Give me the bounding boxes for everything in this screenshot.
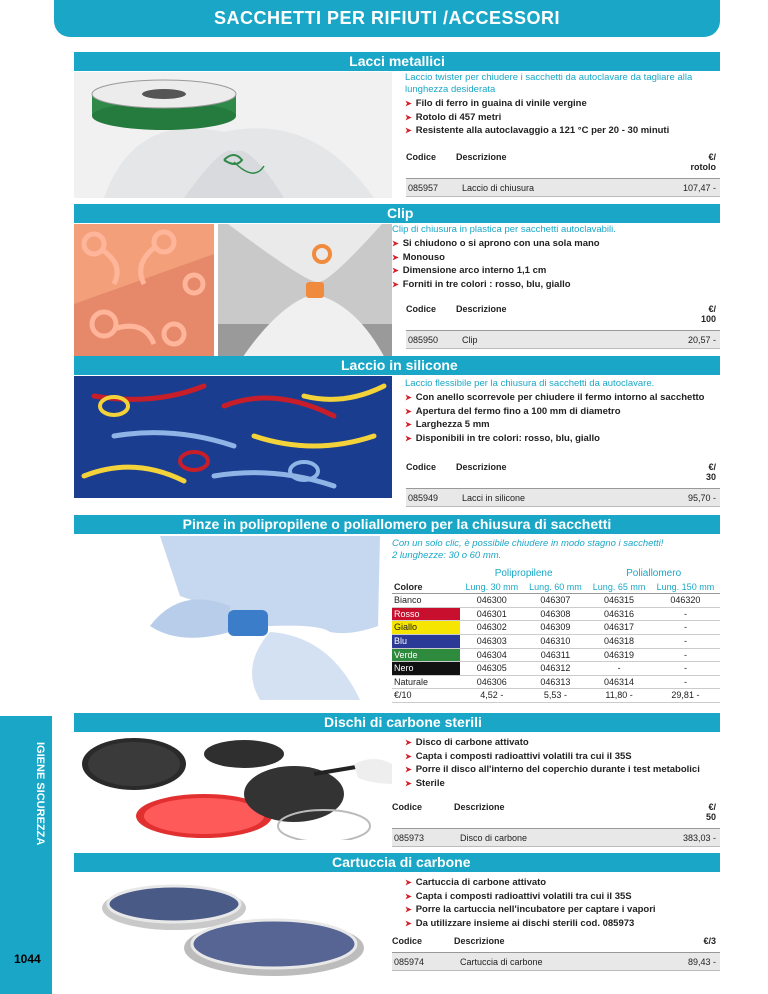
variant-code: 046314 (587, 675, 651, 689)
feature-item: ➤ Capta i composti radioattivi volatili tra cui il 35S (405, 750, 720, 764)
variant-code: 11,80 - (587, 689, 651, 703)
col-header-colore: Colore (392, 581, 460, 594)
col-header-description: Descrizione (456, 460, 636, 489)
variant-code: - (587, 662, 651, 676)
variant-code: 046308 (524, 607, 588, 621)
section-title: Cartuccia di carbone (332, 854, 471, 870)
product-description: Laccio di chiusura (456, 179, 635, 197)
table-row (392, 607, 720, 621)
table-row (392, 634, 720, 648)
feature-item: ➤ Apertura del fermo fino a 100 mm di diametro (405, 405, 720, 419)
variant-code: - (651, 662, 720, 676)
feature-item: ➤ Dimensione arco interno 1,1 cm (392, 264, 720, 278)
order-table (406, 302, 720, 349)
variant-code: 046305 (460, 662, 524, 676)
col-header-code: Codice (406, 460, 456, 489)
variant-code: 046319 (587, 648, 651, 662)
product-code: 085974 (392, 953, 454, 971)
table-header-row (406, 302, 720, 331)
product-image-lacci-metallici (74, 72, 392, 198)
product-description: Lacci in silicone (456, 489, 636, 507)
variant-code: 046309 (524, 621, 588, 635)
section-header-lacci-metallici (74, 52, 720, 71)
feature-list (405, 391, 720, 445)
col-header-price: €/ 30 (636, 460, 720, 489)
color-label: Blu (392, 634, 460, 648)
col-header-length: Lung. 150 mm (651, 581, 720, 594)
variant-code: 046315 (587, 594, 651, 608)
color-label: Rosso (392, 607, 460, 621)
variant-code: 046311 (524, 648, 588, 662)
product-description: Clip (456, 331, 618, 349)
variant-code: - (651, 675, 720, 689)
color-label: €/10 (392, 689, 460, 703)
col-header-description: Descrizione (456, 302, 618, 331)
feature-item: ➤ Porre la cartuccia nell'incubatore per captare i vapori (405, 903, 720, 917)
section-header-dischi (74, 713, 720, 732)
product-price: 383,03 - (631, 829, 721, 847)
col-header-description: Descrizione (454, 934, 649, 953)
color-label: Bianco (392, 594, 460, 608)
feature-item: ➤ Porre il disco all'interno del coperchio durante i test metabolici (405, 763, 720, 777)
feature-item: ➤ Disco di carbone attivato (405, 736, 720, 750)
product-price: 95,70 - (636, 489, 720, 507)
table-row (392, 829, 720, 847)
variant-code: 046306 (460, 675, 524, 689)
table-header-row (406, 150, 720, 179)
page-number: 1044 (14, 952, 41, 966)
section-header-pinze (74, 515, 720, 534)
section-header-laccio-silicone (74, 356, 720, 375)
variant-code: 046303 (460, 634, 524, 648)
section-title: Laccio in silicone (341, 357, 458, 373)
feature-item: ➤ Capta i composti radioattivi volatili tra cui il 35S (405, 890, 720, 904)
product-image-dischi (74, 734, 392, 840)
variants-table (392, 568, 720, 703)
table-row (406, 179, 720, 197)
feature-item: ➤ Resistente alla autoclavaggio a 121 °C per 20 - 30 minuti (405, 124, 720, 138)
table-header-row (392, 581, 720, 594)
product-price: 89,43 - (649, 953, 720, 971)
group-header-polipropilene: Polipropilene (494, 568, 553, 579)
variant-code: - (651, 607, 720, 621)
variant-code: 046302 (460, 621, 524, 635)
table-row (392, 648, 720, 662)
section-title: Dischi di carbone sterili (324, 714, 482, 730)
variant-code: - (651, 634, 720, 648)
variant-code: - (651, 648, 720, 662)
feature-item: ➤ Rotolo di 457 metri (405, 111, 720, 125)
page-title: SACCHETTI PER RIFIUTI /ACCESSORI (213, 8, 561, 28)
variant-code: 5,53 - (524, 689, 588, 703)
table-row (392, 594, 720, 608)
feature-item: ➤ Sterile (405, 777, 720, 791)
variant-code: 4,52 - (460, 689, 524, 703)
table-row (392, 621, 720, 635)
feature-list (392, 237, 720, 291)
col-header-price: €/ 100 (618, 302, 720, 331)
product-description: Disco di carbone (454, 829, 631, 847)
section-title: Pinze in polipropilene o poliallomero per la chiusura di sacchetti (182, 516, 612, 532)
feature-list (405, 97, 720, 138)
table-group-row (392, 568, 720, 581)
description-line: 2 lunghezze: 30 o 60 mm. (392, 550, 502, 561)
feature-list (405, 876, 720, 930)
product-image-laccio-silicone (74, 376, 392, 498)
variant-code: - (651, 621, 720, 635)
product-image-clip-bag (218, 224, 392, 364)
table-header-row (392, 934, 720, 953)
variant-code: 046316 (587, 607, 651, 621)
section-header-clip (74, 204, 720, 223)
side-category-label: IGIENE SICUREZZA (34, 742, 46, 846)
section-header-cartuccia (74, 853, 720, 872)
product-code: 085957 (406, 179, 456, 197)
table-row (392, 675, 720, 689)
variant-code: 046300 (460, 594, 524, 608)
order-table (392, 800, 720, 847)
table-row (392, 662, 720, 676)
section-description: Laccio twister per chiudere i sacchetti da autoclavare da tagliare alla lunghezza desiderata (405, 72, 693, 95)
feature-item: ➤ Forniti in tre colori : rosso, blu, giallo (392, 278, 720, 292)
col-header-length: Lung. 30 mm (460, 581, 524, 594)
col-header-price: €/ 50 (631, 800, 721, 829)
table-header-row (392, 800, 720, 829)
order-table (406, 460, 720, 507)
order-table (406, 150, 720, 197)
section-description (392, 538, 720, 562)
color-label: Nero (392, 662, 460, 676)
variant-code: 046312 (524, 662, 588, 676)
product-image-pinze (120, 536, 392, 700)
col-header-description: Descrizione (454, 800, 631, 829)
feature-item: ➤ Da utilizzare insieme ai dischi sterili cod. 085973 (405, 917, 720, 931)
col-header-length: Lung. 65 mm (587, 581, 651, 594)
col-header-code: Codice (406, 302, 456, 331)
table-row (406, 489, 720, 507)
color-label: Naturale (392, 675, 460, 689)
product-price: 20,57 - (618, 331, 720, 349)
description-line: Con un solo clic, è possibile chiudere in modo stagno i sacchetti! (392, 538, 664, 549)
product-description: Cartuccia di carbone (454, 953, 649, 971)
variant-code: 046317 (587, 621, 651, 635)
table-row (392, 953, 720, 971)
variant-code: 046320 (651, 594, 720, 608)
section-title: Lacci metallici (349, 53, 445, 69)
feature-item: ➤ Disponibili in tre colori: rosso, blu, giallo (405, 432, 720, 446)
variant-code: 29,81 - (651, 689, 720, 703)
color-label: Verde (392, 648, 460, 662)
col-header-code: Codice (406, 150, 456, 179)
product-price: 107,47 - (635, 179, 720, 197)
page-header-banner (54, 0, 720, 37)
section-title: Clip (387, 205, 414, 221)
feature-item: ➤ Filo di ferro in guaina di vinile vergine (405, 97, 720, 111)
col-header-code: Codice (392, 934, 454, 953)
variant-code: 046304 (460, 648, 524, 662)
section-description: Laccio flessibile per la chiusura di sacchetti da autoclavare. (405, 378, 655, 389)
feature-item: ➤ Cartuccia di carbone attivato (405, 876, 720, 890)
table-header-row (406, 460, 720, 489)
product-code: 085973 (392, 829, 454, 847)
col-header-code: Codice (392, 800, 454, 829)
col-header-description: Descrizione (456, 150, 635, 179)
color-label: Giallo (392, 621, 460, 635)
col-header-price: €/3 (649, 934, 720, 953)
variant-code: 046318 (587, 634, 651, 648)
feature-item: ➤ Larghezza 5 mm (405, 418, 720, 432)
variant-code: 046310 (524, 634, 588, 648)
table-row (406, 331, 720, 349)
feature-item: ➤ Si chiudono o si aprono con una sola mano (392, 237, 720, 251)
feature-list (405, 736, 720, 790)
order-table (392, 934, 720, 971)
product-code: 085950 (406, 331, 456, 349)
variant-code: 046301 (460, 607, 524, 621)
table-row (392, 689, 720, 703)
variant-code: 046307 (524, 594, 588, 608)
section-description: Clip di chiusura in plastica per sacchetti autoclavabili. (392, 224, 616, 235)
feature-item: ➤ Monouso (392, 251, 720, 265)
col-header-price: €/ rotolo (635, 150, 720, 179)
product-code: 085949 (406, 489, 456, 507)
product-image-cartuccia (74, 874, 392, 984)
group-header-poliallomero: Poliallomero (626, 568, 682, 579)
col-header-length: Lung. 60 mm (524, 581, 588, 594)
feature-item: ➤ Con anello scorrevole per chiudere il fermo intorno al sacchetto (405, 391, 720, 405)
product-image-clip-colors (74, 224, 214, 364)
variant-code: 046313 (524, 675, 588, 689)
